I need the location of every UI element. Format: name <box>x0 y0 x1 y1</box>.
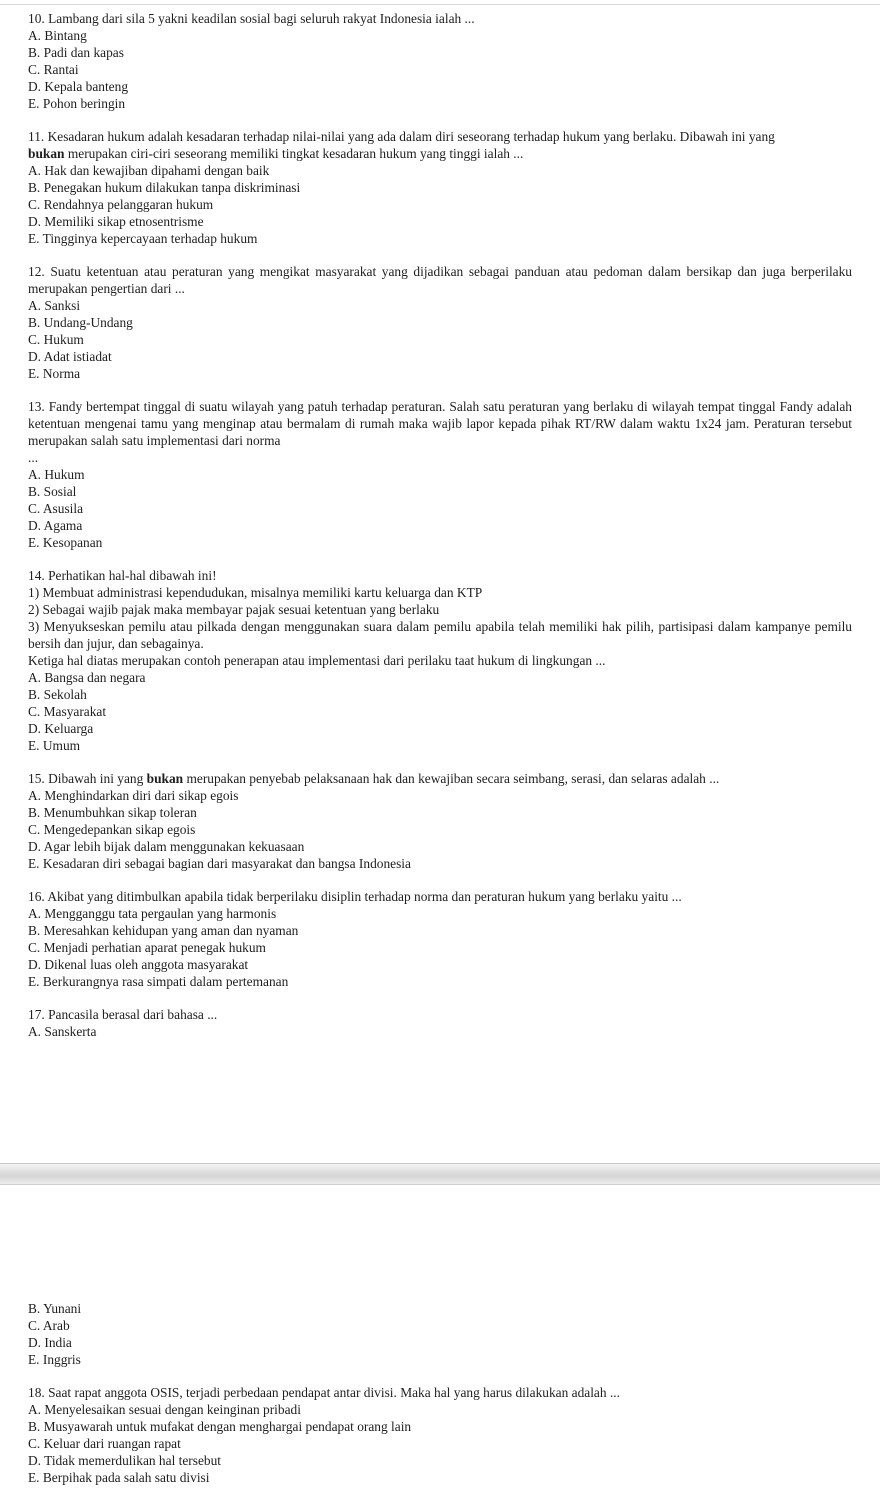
question-13 <box>0 398 880 551</box>
option-a: A. Sanskerta <box>28 1024 97 1039</box>
question-14 <box>0 567 880 754</box>
option-b: B. Penegakan hukum dilakukan tanpa diskriminasi <box>28 180 301 195</box>
option-c: C. Rendahnya pelanggaran hukum <box>28 197 214 212</box>
option-a: A. Sanksi <box>28 298 81 313</box>
statement-item: 3) Menyukseskan pemilu atau pilkada dengan menggunakan suara dalam pemilu apabila telah memiliki hak pilih, partisipasi dalam kampanye pemilu bersih dan jujur, dan sebagainya. <box>28 619 852 651</box>
option-b: B. Musyawarah untuk mufakat dengan menghargai pendapat orang lain <box>28 1419 412 1434</box>
option-d: D. Tidak memerdulikan hal tersebut <box>28 1453 222 1468</box>
question-15 <box>0 770 880 872</box>
stem-ellipsis: ... <box>28 450 39 465</box>
option-c: C. Hukum <box>28 332 84 347</box>
question-11 <box>0 128 880 247</box>
statement-item: 2) Sebagai wajib pajak maka membayar pajak sesuai ketentuan yang berlaku <box>28 602 440 617</box>
option-b: B. Menumbuhkan sikap toleran <box>28 805 197 820</box>
option-d: D. Agama <box>28 518 83 533</box>
option-c: C. Masyarakat <box>28 704 107 719</box>
option-c: C. Keluar dari ruangan rapat <box>28 1436 181 1451</box>
stem-emphasis: bukan <box>28 146 65 161</box>
question-16 <box>0 888 880 990</box>
stem-part: 15. Dibawah ini yang <box>28 771 147 786</box>
option-c: C. Mengedepankan sikap egois <box>28 822 196 837</box>
option-a: A. Menghindarkan diri dari sikap egois <box>28 788 239 803</box>
question-stem: 10. Lambang dari sila 5 yakni keadilan sosial bagi seluruh rakyat Indonesia ialah ... <box>28 11 475 26</box>
stem-part: merupakan penyebab pelaksanaan hak dan kewajiban secara seimbang, serasi, dan selaras adalah ... <box>183 771 720 786</box>
top-divider <box>0 4 880 5</box>
question-stem: 17. Pancasila berasal dari bahasa ... <box>28 1007 218 1022</box>
option-d: D. Kepala banteng <box>28 79 129 94</box>
option-e: E. Pohon beringin <box>28 96 126 111</box>
option-b: B. Yunani <box>28 1301 82 1316</box>
option-a: A. Bintang <box>28 28 87 43</box>
option-b: B. Padi dan kapas <box>28 45 124 60</box>
option-e: E. Inggris <box>28 1352 81 1367</box>
option-b: B. Undang-Undang <box>28 315 133 330</box>
option-b: B. Sosial <box>28 484 77 499</box>
option-c: C. Asusila <box>28 501 84 516</box>
stem-emphasis: bukan <box>146 771 184 786</box>
statement-item: 1) Membuat administrasi kependudukan, misalnya memiliki kartu keluarga dan KTP <box>28 585 483 600</box>
option-d: D. Adat istiadat <box>28 349 112 364</box>
question-stem: 14. Perhatikan hal-hal dibawah ini! <box>28 568 217 583</box>
option-a: A. Hukum <box>28 467 85 482</box>
option-c: C. Rantai <box>28 62 79 77</box>
option-e: E. Norma <box>28 366 81 381</box>
question-stem: 18. Saat rapat anggota OSIS, terjadi perbedaan pendapat antar divisi. Maka hal yang harus dilakukan adalah ... <box>28 1385 620 1400</box>
option-a: A. Mengganggu tata pergaulan yang harmonis <box>28 906 277 921</box>
question-stem <box>28 128 852 162</box>
option-e: E. Kesadaran diri sebagai bagian dari masyarakat dan bangsa Indonesia <box>28 856 411 871</box>
option-b: B. Meresahkan kehidupan yang aman dan nyaman <box>28 923 299 938</box>
page-section-1 <box>0 10 880 1040</box>
question-prompt: Ketiga hal diatas merupakan contoh penerapan atau implementasi dari perilaku taat hukum di lingkungan ... <box>28 653 606 668</box>
option-d: D. Keluarga <box>28 721 94 736</box>
question-stem <box>28 770 852 787</box>
option-e: E. Umum <box>28 738 81 753</box>
question-12 <box>0 263 880 382</box>
question-stem: 16. Akibat yang ditimbulkan apabila tidak berperilaku disiplin terhadap norma dan peraturan hukum yang berlaku yaitu ... <box>28 889 682 904</box>
question-18 <box>0 1384 880 1486</box>
option-b: B. Sekolah <box>28 687 87 702</box>
option-c: C. Arab <box>28 1318 70 1333</box>
option-e: E. Kesopanan <box>28 535 103 550</box>
option-d: D. India <box>28 1335 72 1350</box>
page-section-2 <box>0 1300 880 1486</box>
option-a: A. Bangsa dan negara <box>28 670 146 685</box>
question-stem: 12. Suatu ketentuan atau peraturan yang mengikat masyarakat yang dijadikan sebagai panduan atau pedoman dalam bersikap dan juga berperilaku merupakan pengertian dari ... <box>28 264 852 296</box>
question-stem: 13. Fandy bertempat tinggal di suatu wilayah yang patuh terhadap peraturan. Salah satu peraturan yang berlaku di wilayah tempat tinggal Fandy adalah ketentuan mengenai tamu yang menginap atau bermalam di rumah maka wajib lapor kepada pihak RT/RW dalam waktu 1x24 jam. Peraturan tersebut merupakan salah satu implementasi dari norma <box>28 399 852 448</box>
option-d: D. Agar lebih bijak dalam menggunakan kekuasaan <box>28 839 305 854</box>
stem-part: merupakan ciri-ciri seseorang memiliki tingkat kesadaran hukum yang tinggi ialah ... <box>64 146 524 161</box>
option-d: D. Memiliki sikap etnosentrisme <box>28 214 204 229</box>
option-e: E. Berpihak pada salah satu divisi <box>28 1470 210 1485</box>
page-break-divider <box>0 1163 880 1185</box>
option-a: A. Menyelesaikan sesuai dengan keinginan pribadi <box>28 1402 301 1417</box>
option-a: A. Hak dan kewajiban dipahami dengan baik <box>28 163 270 178</box>
question-17-part-1 <box>0 1006 880 1040</box>
question-17-part-2 <box>0 1300 880 1368</box>
stem-part: 11. Kesadaran hukum adalah kesadaran terhadap nilai-nilai yang ada dalam diri seseorang terhadap hukum yang berlaku. Dibawah ini yang <box>28 129 775 144</box>
option-e: E. Tingginya kepercayaan terhadap hukum <box>28 231 258 246</box>
option-d: D. Dikenal luas oleh anggota masyarakat <box>28 957 249 972</box>
option-c: C. Menjadi perhatian aparat penegak hukum <box>28 940 266 955</box>
option-e: E. Berkurangnya rasa simpati dalam pertemanan <box>28 974 289 989</box>
question-10 <box>0 10 880 112</box>
